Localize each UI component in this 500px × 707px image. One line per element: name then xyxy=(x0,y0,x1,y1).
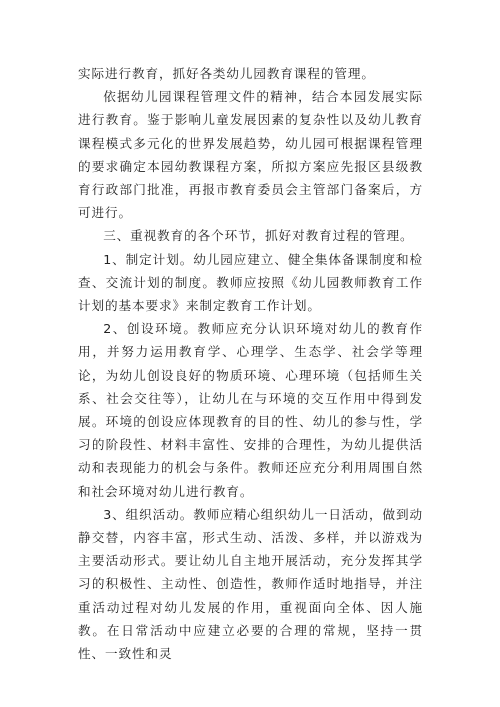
paragraph-create-environment: 2、创设环境。教师应充分认识环境对幼儿的教育作用，并努力运用教育学、心理学、生态学、社会学等理论，为幼儿创设良好的物质环境、心理环境（包括师生关系、社会交往等），让幼儿在与环境的交互作用中得到发展。环境的创设应体现教育的目的性、幼儿的参与性，学习的阶段性、材料丰富性、安排的合理性，为幼儿提供活动和表现能力的机会与条件。教师还应充分利用周围自然和社会环境对幼儿进行教育。 xyxy=(78,321,423,499)
paragraph-curriculum-management: 依据幼儿园课程管理文件的精神，结合本园发展实际进行教育。鉴于影响儿童发展因素的复杂性以及幼儿教育课程模式多元化的世界发展趋势，幼儿园可根据课程管理的要求确定本园幼教课程方案，所拟方案应先报区县级教育行政部门批准，再报市教育委员会主管部门备案后，方可进行。 xyxy=(78,89,423,221)
document-body xyxy=(78,62,423,665)
section-heading-3: 三、重视教育的各个环节，抓好对教育过程的管理。 xyxy=(103,228,414,244)
paragraph-organize-activities: 3、组织活动。教师应精心组织幼儿一日活动，做到动静交替，内容丰富，形式生动、活泼、多样，并以游戏为主要活动形式。要让幼儿自主地开展活动，充分发挥其学习的积极性、主动性、创造性，教师作适时地指导，并注重活动过程对幼儿发展的作用，重视面向全体、因人施教。在日常活动中应建立必要的合理的常规，坚持一贯性、一致性和灵 xyxy=(78,506,423,662)
paragraph-continuation: 实际进行教育，抓好各类幼儿园教育课程的管理。 xyxy=(78,66,375,81)
paragraph-make-plans: 1、制定计划。幼儿园应建立、健全集体备课制度和检查、交流计划的制度。教师应按照《幼儿园教师教育工作计划的基本要求》来制定教育工作计划。 xyxy=(78,251,423,314)
